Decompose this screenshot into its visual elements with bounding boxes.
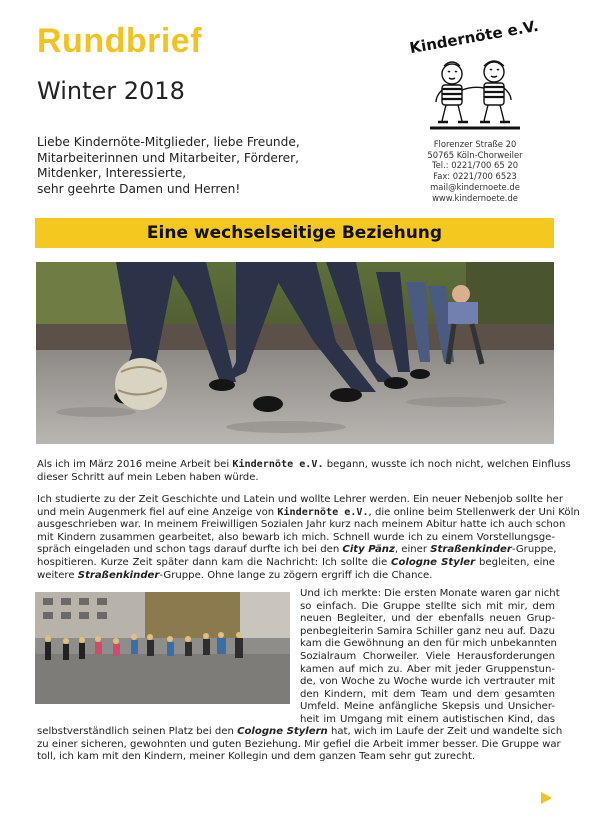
group-name: Cologne Styler <box>391 556 476 568</box>
text: , die online beim Stellenwerk der Uni Köln <box>368 506 580 518</box>
paragraph-experience-continued <box>37 726 563 764</box>
greeting-line: Mitdenker, Interessierte, <box>37 166 187 180</box>
address-line: Florenzer Straße 20 <box>433 139 517 149</box>
next-page-icon[interactable] <box>541 792 552 804</box>
text: Und ich merkte: Die ersten Monate waren gar nicht <box>300 588 560 599</box>
org-name: Kindernöte e.V. <box>232 459 324 470</box>
group-name: Cologne Stylern <box>237 726 328 737</box>
text: Sozialraum Chorweiler. Viele Herausforderungen <box>300 650 555 662</box>
paragraph-intro <box>37 459 571 484</box>
text: Als ich im März 2016 meine Arbeit bei <box>37 459 233 470</box>
logo-text: Kindernöte e.V. <box>408 16 540 58</box>
text: neuen Begleiter, und der ebenfalls neuen Grup- <box>300 613 555 625</box>
text: penbegleiterin Samira Schiller ganz neu auf. Dazu <box>300 625 555 637</box>
group-name: Straßenkinder <box>430 544 512 556</box>
newsletter-subtitle: Winter 2018 <box>37 77 185 105</box>
org-name: Kindernöte e.V. <box>277 506 369 518</box>
paragraph-background <box>37 494 580 582</box>
phone-line: Tel.: 0221/700 65 20 <box>431 160 519 171</box>
paragraph-experience <box>300 588 560 727</box>
text: hat, wich im Laufe der Zeit und wandelte sich <box>327 726 563 737</box>
football-photo <box>36 262 554 444</box>
newsletter-title: Rundbrief <box>37 22 203 60</box>
group-photo <box>35 592 290 704</box>
text: hospitieren. Kurze Zeit später dann kam die Nachricht: Ich sollte die <box>37 556 392 568</box>
group-name: City Pänz <box>342 544 395 556</box>
text: -Gruppe, <box>511 544 557 556</box>
text: Ich studierte zu der Zeit Geschichte und Latein und wollte Lehrer werden. Ein neuer Nebenjob sollte her <box>37 494 563 505</box>
text: kamen auf mich zu. Aber mit jeder Gruppenstun- <box>300 663 555 675</box>
text: de, von Woche zu Woche wurde ich vertrauter mit <box>300 676 555 688</box>
text: begleiten, eine <box>475 556 556 568</box>
text: zu einer sicheren, gewohnten und guten Beziehung. Mir gefiel die Arbeit immer besser. Die Gruppe war <box>37 738 561 750</box>
text: , einer <box>394 544 431 556</box>
address-line: 50765 Köln-Chorweiler <box>427 149 523 160</box>
text: toll, ich kam mit den Kindern, meiner Kollegin und dem ganzen Team sehr gut zurecht. <box>37 751 476 763</box>
article-heading: Eine wechselseitige Beziehung <box>146 223 443 243</box>
text: kam die Gewöhnung an den für mich unbekannten <box>300 638 557 650</box>
greeting <box>37 135 337 197</box>
text: weitere <box>37 569 78 581</box>
text: selbstverständlich seinen Platz bei den <box>37 726 238 737</box>
text: -Gruppe. Ohne lange zu zögern ergriff ich die Chance. <box>159 569 433 581</box>
text: so einfach. Die Gruppe stellte sich mit mir, dem <box>300 600 555 612</box>
contact-address <box>404 139 546 203</box>
email-link[interactable]: mail@kindernoete.de <box>430 181 520 192</box>
website-link[interactable]: www.kindernoete.de <box>432 192 518 203</box>
text: den Kindern, mit dem Team und dem gesamten <box>300 688 555 700</box>
article-heading-banner <box>35 218 554 248</box>
text: begann, wusste ich noch nicht, welchen Einfluss <box>323 459 571 470</box>
fax-line: Fax: 0221/700 6523 <box>433 171 517 182</box>
text: Umfeld. Meine anfängliche Skepsis und Unsicher- <box>300 701 555 713</box>
greeting-line: Liebe Kindernöte-Mitglieder, liebe Freunde, <box>37 135 300 149</box>
text: und mein Augenmerk fiel auf eine Anzeige von <box>37 506 278 518</box>
group-name: Straßenkinder <box>77 569 160 581</box>
text: ausgeschrieben war. In meinem Freiwilligen Sozialen Jahr kurz nach meinem Abitur hatte ich auch schon <box>37 519 566 531</box>
text: dieser Schritt auf mein Leben haben würde. <box>37 471 259 483</box>
text: heit im Umgang mit einem autistischen Kind, das <box>300 713 555 725</box>
greeting-line: sehr geehrte Damen und Herren! <box>37 181 241 196</box>
greeting-line: Mitarbeiterinnen und Mitarbeiter, Förderer, <box>37 150 300 165</box>
text: spräch eingeladen und schon tags darauf durfte ich bei den <box>37 544 343 556</box>
text: mit Kindern zusammen gearbeitet, also bewarb ich mich. Schnell wurde ich zu einem Vorstellungsge- <box>37 531 555 543</box>
